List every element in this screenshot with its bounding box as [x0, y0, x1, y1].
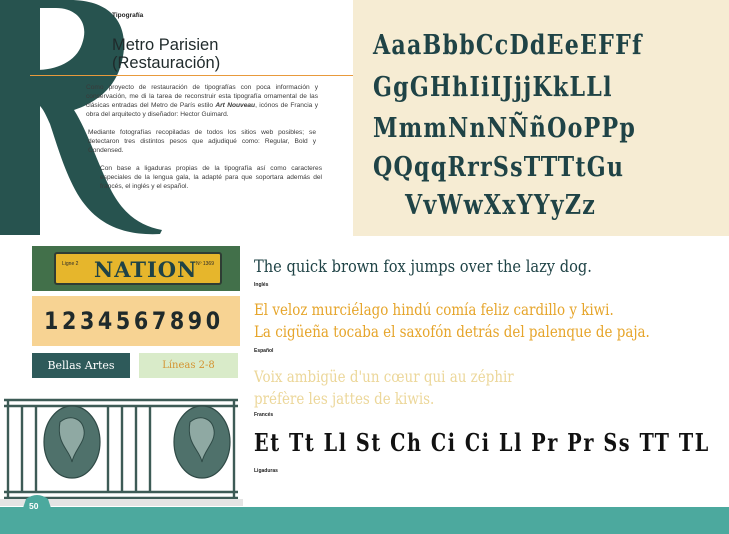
glyph-row-5: VvWwXxYYyZz: [405, 190, 597, 221]
intro-p1-text-a: Como proyecto de restauración de tipografías con poca información y conservación, me di la tarea de reconstruir esta tipografía ornamental de las clásicas entradas del Metro de París estilo: [86, 84, 318, 110]
glyph-row-3: MmmNnNÑñOoPPp: [373, 113, 637, 144]
nation-sign-right-text: Nº 1369: [196, 261, 214, 267]
footer-bar: [0, 507, 729, 534]
spanish-sample-line-1: El veloz murciélago hindú comía feliz cardillo y kiwi.: [254, 300, 614, 319]
bellas-artes-sign: Bellas Artes: [32, 353, 130, 378]
title-line-2: (Restauración): [112, 54, 221, 72]
english-label: Inglés: [254, 282, 269, 288]
french-sample-line-2: préfère les jattes de kiwis.: [254, 389, 435, 408]
numbers-text: 1234567890: [44, 307, 224, 335]
nation-sign-word: NATION: [94, 257, 198, 282]
intro-paragraph-1: [86, 83, 318, 119]
french-sample-line-1: Voix ambigüe d'un cœur qui au zéphir: [254, 367, 514, 386]
nation-sign-left-text: Ligne 2: [62, 261, 79, 267]
glyph-specimen-panel: [353, 0, 729, 236]
spanish-sample-line-2: La cigüeña tocaba el saxofón detrás del palenque de paja.: [254, 322, 650, 341]
english-sample: The quick brown fox jumps over the lazy dog.: [254, 257, 592, 277]
metro-railing-photo: [0, 384, 243, 506]
section-tag: Tipografía: [112, 12, 144, 19]
glyph-row-4: QQqqRrrSsTTTtGu: [373, 152, 625, 183]
glyph-row-1: AaaBbbCcDdEeEFFf: [373, 30, 643, 61]
ligatures-label: Ligaduras: [254, 468, 278, 474]
lineas-sign: Líneas 2-8: [139, 353, 238, 378]
nation-sign-photo: [32, 246, 240, 291]
title-divider: [30, 75, 353, 76]
intro-paragraph-3: Con base a ligaduras propias de la tipografía así como caracteres especiales de la lengua gala, la adapté para que soportara además del francés, el inglés y el español.: [100, 165, 322, 191]
ligatures-sample: Et Tt Ll St Ch Ci Ci Ll Pr Pr Ss TT TL: [254, 428, 710, 457]
nation-sign-plate: [54, 252, 222, 285]
intro-p1-emphasis: Art Nouveau: [215, 102, 256, 110]
title-line-1: Metro Parisien: [112, 36, 219, 54]
french-label: Francés: [254, 412, 274, 418]
page-number: 50: [29, 501, 39, 511]
intro-p1-text-b: , icónos de Francia y obra del arquitecto y diseñador: Hector Guimard.: [86, 102, 318, 119]
spanish-label: Español: [254, 348, 274, 354]
intro-paragraph-2: Mediante fotografías recopiladas de todos los sitios web posibles; se detectaron tres distintos pesos que adjudiqué como: Regular, Bold y Condensed.: [88, 129, 316, 155]
page-title: [112, 36, 220, 72]
numbers-plate: [32, 296, 240, 346]
glyph-row-2: GgGHhIiIJjjKkLLl: [373, 72, 613, 103]
